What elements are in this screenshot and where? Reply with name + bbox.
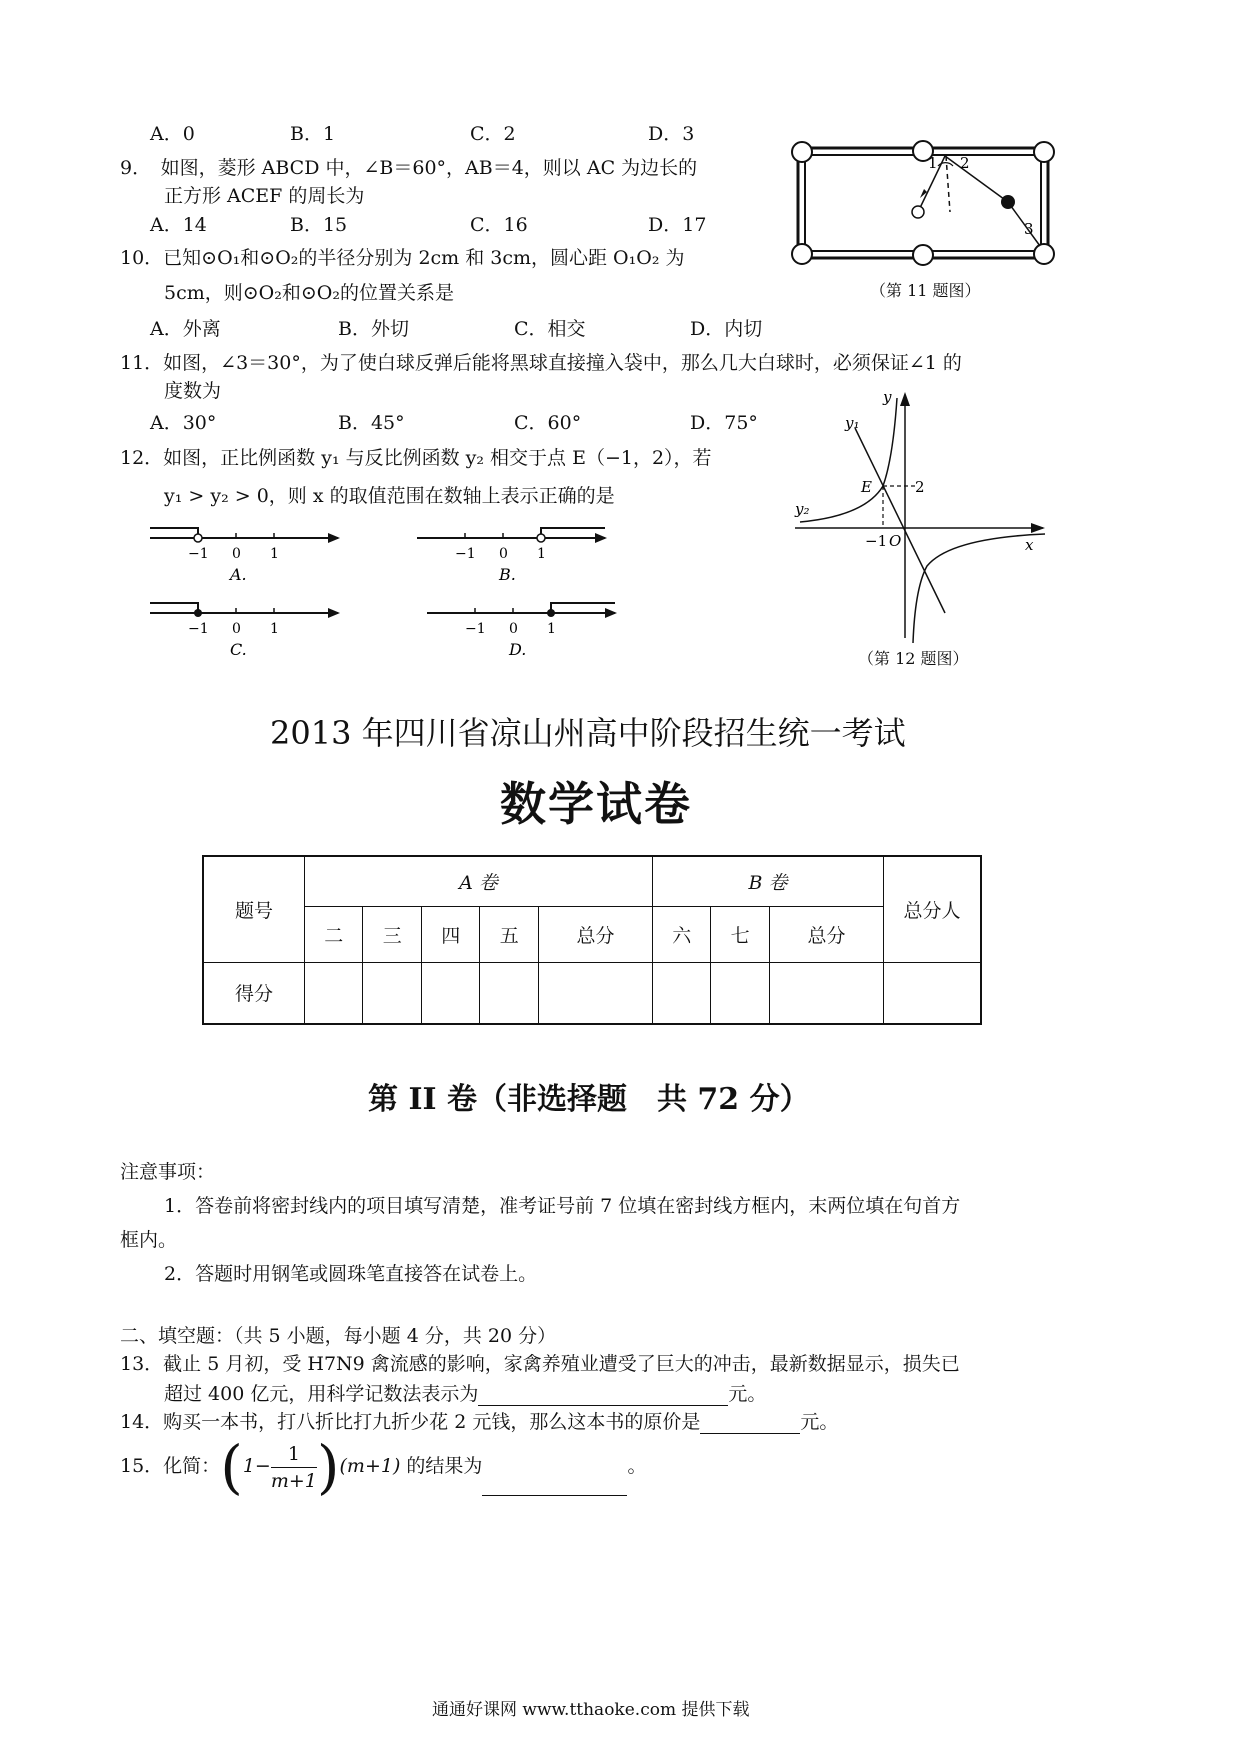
number-line-a-tick-0: 0 bbox=[232, 546, 241, 562]
q9-line1: 9． 如图，菱形 ABCD 中，∠B＝60°，AB＝4，则以 AC 为边长的 bbox=[120, 157, 698, 179]
score-table-col-3: 三 bbox=[363, 906, 421, 962]
notes-item2: 2．答题时用钢笔或圆珠笔直接答在试卷上。 bbox=[164, 1263, 538, 1285]
q10-option-b: B．外切 bbox=[338, 318, 409, 340]
choice-b-label: B. bbox=[499, 565, 516, 584]
fig12-y-axis-label: y bbox=[883, 388, 892, 406]
score-table-totaler: 总分人 bbox=[884, 856, 982, 962]
fig12-origin-label: O bbox=[889, 532, 902, 550]
q15-one-minus: 1− bbox=[242, 1455, 271, 1477]
q10-option-c: C．相交 bbox=[514, 318, 586, 340]
score-cell[interactable] bbox=[305, 962, 363, 1024]
q15-answer-blank[interactable] bbox=[482, 1475, 627, 1496]
number-line-d bbox=[425, 583, 625, 659]
section-title: 第 II 卷（非选择题 共 72 分） bbox=[368, 1082, 810, 1117]
q9-option-d: D．17 bbox=[648, 214, 707, 236]
score-cell[interactable] bbox=[480, 962, 538, 1024]
number-line-a-tick-neg1: −1 bbox=[188, 546, 209, 562]
number-line-b bbox=[415, 508, 615, 584]
q10-line1: 10．已知⊙O₁和⊙O₂的半径分别为 2cm 和 3cm，圆心距 O₁O₂ 为 bbox=[120, 247, 685, 269]
fig12-two-label: 2 bbox=[915, 478, 925, 496]
choice-a-label: A. bbox=[230, 565, 247, 584]
score-table-a-group: A 卷 bbox=[305, 856, 653, 906]
q8-option-b: B．1 bbox=[290, 123, 336, 145]
q12-line1: 12．如图，正比例函数 y₁ 与反比例函数 y₂ 相交于点 E（−1，2），若 bbox=[120, 447, 712, 469]
q15-left-paren: ( bbox=[220, 1433, 243, 1501]
q12-line2: y₁ > y₂ > 0，则 x 的取值范围在数轴上表示正确的是 bbox=[164, 485, 615, 507]
notes-heading: 注意事项： bbox=[120, 1161, 216, 1183]
number-line-c-tick-neg1: −1 bbox=[188, 621, 209, 637]
score-cell[interactable] bbox=[884, 962, 982, 1024]
score-cell[interactable] bbox=[769, 962, 883, 1024]
q13-answer-blank[interactable] bbox=[478, 1385, 728, 1406]
score-table-col-5: 五 bbox=[480, 906, 538, 962]
q11-line1: 11．如图，∠3＝30°，为了使白球反弹后能将黑球直接撞入袋中，那么几大白球时，必须保证∠1 的 bbox=[120, 352, 962, 374]
q11-option-b: B．45° bbox=[338, 412, 405, 434]
score-table-col-2: 二 bbox=[305, 906, 363, 962]
q14-suffix: 元。 bbox=[800, 1411, 839, 1433]
number-line-d-tick-0: 0 bbox=[509, 621, 518, 637]
q8-option-d: D．3 bbox=[648, 123, 695, 145]
score-cell[interactable] bbox=[421, 962, 479, 1024]
number-line-b-tick-0: 0 bbox=[499, 546, 508, 562]
q13-line1: 13．截止 5 月初，受 H7N9 禽流感的影响，家禽养殖业遭受了巨大的冲击，最新数据显示，损失已 bbox=[120, 1353, 960, 1375]
score-cell[interactable] bbox=[652, 962, 710, 1024]
q15-factor: (m+1) bbox=[339, 1455, 401, 1477]
number-line-c-tick-1: 1 bbox=[270, 621, 279, 637]
notes-item1-line2: 框内。 bbox=[120, 1229, 178, 1251]
number-line-c-tick-0: 0 bbox=[232, 621, 241, 637]
fig12-function-graph bbox=[785, 388, 1055, 648]
q8-option-a: A．0 bbox=[150, 123, 195, 145]
notes-item1-line1: 1．答卷前将密封线内的项目填写清楚，准考证号前 7 位填在密封线方框内，末两位填在句首方 bbox=[164, 1195, 961, 1217]
score-table-col-7: 七 bbox=[711, 906, 769, 962]
q9-option-b: B．15 bbox=[290, 214, 348, 236]
q8-option-c: C．2 bbox=[470, 123, 516, 145]
score-table-col-a-total: 总分 bbox=[538, 906, 652, 962]
number-line-a-tick-1: 1 bbox=[270, 546, 279, 562]
q13-suffix: 元。 bbox=[728, 1383, 767, 1405]
paper-title: 数学试卷 bbox=[500, 777, 692, 831]
q15-text: 的结果为 bbox=[406, 1455, 483, 1477]
q15-numerator: 1 bbox=[271, 1441, 317, 1468]
fig12-y2-label: y₂ bbox=[795, 500, 810, 518]
number-line-b-tick-1: 1 bbox=[537, 546, 546, 562]
q15-prefix: 15．化简： bbox=[120, 1455, 221, 1477]
score-table-col-6: 六 bbox=[652, 906, 710, 962]
fig12-y1-label: y₁ bbox=[845, 414, 860, 432]
score-table-col-4: 四 bbox=[421, 906, 479, 962]
q9-option-a: A．14 bbox=[150, 214, 207, 236]
q13-line2-text: 超过 400 亿元，用科学记数法表示为 bbox=[164, 1383, 479, 1405]
q13-line2 bbox=[164, 1382, 766, 1406]
fig11-label-2: 2 bbox=[960, 154, 970, 172]
fig12-neg1-label: −1 bbox=[865, 532, 888, 550]
exam-title: 2013 年四川省凉山州高中阶段招生统一考试 bbox=[270, 714, 906, 752]
number-line-c bbox=[148, 583, 348, 659]
score-cell[interactable] bbox=[363, 962, 421, 1024]
q14-line bbox=[120, 1410, 838, 1434]
q15-right-paren: ) bbox=[316, 1433, 340, 1501]
fig12-e-label: E bbox=[861, 478, 872, 496]
q15-line bbox=[120, 1433, 647, 1501]
q11-line2: 度数为 bbox=[164, 380, 222, 402]
q9-option-c: C．16 bbox=[470, 214, 528, 236]
number-line-a bbox=[148, 508, 348, 584]
fig11-caption: （第 11 题图） bbox=[870, 281, 981, 300]
q11-option-a: A．30° bbox=[150, 412, 217, 434]
fig11-label-1: 1 bbox=[928, 154, 938, 172]
choice-c-label: C. bbox=[230, 640, 247, 659]
score-cell[interactable] bbox=[538, 962, 652, 1024]
score-table-score-label: 得分 bbox=[203, 962, 305, 1024]
q10-option-d: D．内切 bbox=[690, 318, 763, 340]
score-table-b-group: B 卷 bbox=[652, 856, 883, 906]
fig12-x-axis-label: x bbox=[1025, 536, 1034, 554]
q15-fraction bbox=[271, 1441, 317, 1494]
choice-d-label: D. bbox=[509, 640, 527, 659]
q11-option-c: C．60° bbox=[514, 412, 582, 434]
q14-text: 14．购买一本书，打八折比打九折少花 2 元钱，那么这本书的原价是 bbox=[120, 1411, 701, 1433]
q15-denominator: m+1 bbox=[270, 1469, 317, 1492]
q15-suffix: 。 bbox=[627, 1455, 647, 1477]
fig12-caption: （第 12 题图） bbox=[858, 649, 969, 668]
score-table-col-b-total: 总分 bbox=[769, 906, 883, 962]
score-table-row-label: 题号 bbox=[203, 856, 305, 962]
number-line-d-tick-neg1: −1 bbox=[465, 621, 486, 637]
footer: 通通好课网 www.tthaoke.com 提供下载 bbox=[432, 1700, 750, 1720]
score-cell[interactable] bbox=[711, 962, 769, 1024]
q9-line2: 正方形 ACEF 的周长为 bbox=[164, 185, 365, 207]
number-line-b-tick-neg1: −1 bbox=[455, 546, 476, 562]
part2-heading: 二、填空题：（共 5 小题，每小题 4 分，共 20 分） bbox=[120, 1325, 557, 1347]
q14-answer-blank[interactable] bbox=[700, 1413, 800, 1434]
number-line-d-tick-1: 1 bbox=[547, 621, 556, 637]
q10-option-a: A．外离 bbox=[150, 318, 221, 340]
fig11-billiard-table bbox=[790, 140, 1060, 270]
q10-line2: 5cm，则⊙O₂和⊙O₂的位置关系是 bbox=[164, 282, 454, 304]
fig11-label-3: 3 bbox=[1024, 220, 1034, 238]
q11-option-d: D．75° bbox=[690, 412, 758, 434]
score-table bbox=[202, 855, 982, 1025]
